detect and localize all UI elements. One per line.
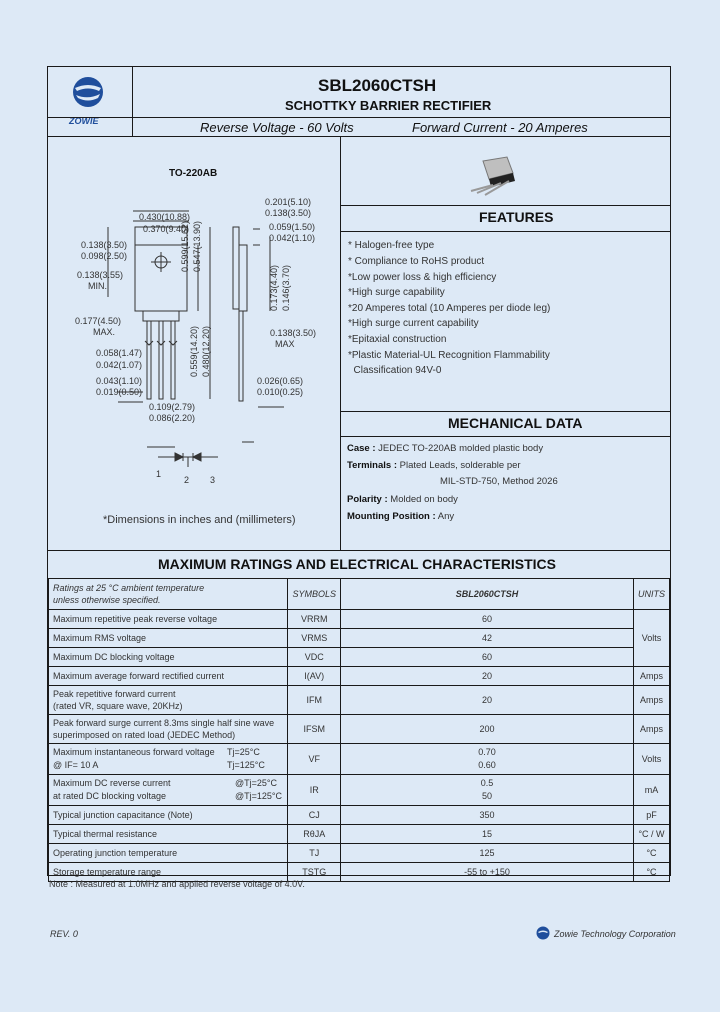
ratings-table: [48, 578, 670, 882]
mechanical-title: MECHANICAL DATA: [448, 415, 583, 431]
footer-note: Note : Measured at 1.0MHz and applied reverse voltage of 4.0V.: [49, 879, 305, 889]
package-name: TO-220AB: [169, 168, 218, 179]
table-row: Maximum instantaneous forward voltage @ IF= 10 A Tj=25°C Tj=125°C VF 0.70 0.60 Volts: [49, 744, 670, 775]
table-row: Maximum DC blocking voltage VDC 60: [49, 648, 670, 667]
table-row: Operating junction temperature TJ 125 °C: [49, 844, 670, 863]
dim-label: 0.146(3.70): [281, 264, 291, 311]
to220-component-image: [463, 155, 523, 197]
feature-item: *Low power loss & high efficiency: [348, 272, 497, 283]
dim-label: 0.042(1.10): [269, 233, 316, 243]
dim-label: 0.043(1.10): [96, 376, 143, 386]
table-row: Typical junction capacitance (Note) CJ 350 pF: [49, 806, 670, 825]
feature-item: * Halogen-free type: [348, 240, 435, 251]
dim-label: 0.086(2.20): [149, 413, 196, 423]
header-part: SBL2060CTSH: [340, 579, 633, 610]
table-row: Maximum average forward rectified current I(AV) 20 Amps: [49, 667, 670, 686]
pin-label: 2: [184, 475, 190, 485]
feature-item: *High surge capability: [348, 287, 445, 298]
subtitle: SCHOTTKY BARRIER RECTIFIER: [285, 98, 492, 113]
dim-label: MIN.: [88, 281, 107, 291]
dim-label: 0.599(15.62): [180, 220, 190, 272]
pin-label: 1: [156, 469, 162, 479]
header-symbols: SYMBOLS: [288, 579, 341, 610]
mech-terminals-std: MIL-STD-750, Method 2026: [440, 476, 558, 487]
dim-label: 0.042(1.07): [96, 360, 143, 370]
dim-label: 0.138(3.50): [265, 208, 312, 218]
table-row: Storage temperature range TSTG -55 to +150 °C: [49, 863, 670, 882]
table-row: Maximum RMS voltage VRMS 42: [49, 629, 670, 648]
dim-label: 0.177(4.50): [75, 316, 122, 326]
dim-label: 0.098(2.50): [81, 251, 128, 261]
dim-label: 0.138(3.50): [270, 328, 317, 338]
table-row: Maximum DC reverse current at rated DC blocking voltage @Tj=25°C @Tj=125°C IR 0.5 50 mA: [49, 775, 670, 806]
dim-label: 0.026(0.65): [257, 376, 304, 386]
pin-label: 3: [210, 475, 216, 485]
feature-item: *Plastic Material-UL Recognition Flammability: [348, 350, 550, 361]
mech-polarity: Polarity : Molded on body: [347, 494, 458, 505]
dim-label: 0.480(12.20): [201, 325, 211, 377]
mech-mounting: Mounting Position : Any: [347, 511, 455, 522]
dims-note: *Dimensions in inches and (millimeters): [103, 514, 296, 526]
dim-label: MAX: [275, 339, 295, 349]
dim-label: MAX.: [93, 327, 116, 337]
dim-label: 0.058(1.47): [96, 348, 143, 358]
dim-label: 0.138(3.50): [81, 240, 128, 250]
mech-terminals: Terminals : Plated Leads, solderable per: [347, 460, 521, 471]
dim-label: 0.109(2.79): [149, 402, 196, 412]
diode-schematic-icon: [153, 451, 223, 473]
dim-label: 0.370(9.40): [143, 224, 190, 234]
revision: REV. 0: [50, 929, 78, 939]
company-logo-icon: [536, 926, 550, 940]
dim-label: 0.201(5.10): [265, 197, 312, 207]
table-row: Peak forward surge current 8.3ms single half sine wave superimposed on rated load (JEDEC Method) IFSM 200 Amps: [49, 715, 670, 744]
dim-label: 0.547(13.90): [192, 220, 202, 272]
table-row: Typical thermal resistance RθJA 15 °C / W: [49, 825, 670, 844]
company-name: Zowie Technology Corporation: [554, 929, 676, 939]
dim-label: 0.059(1.50): [269, 222, 316, 232]
part-number: SBL2060CTSH: [318, 76, 437, 95]
feature-item: *Epitaxial construction: [348, 334, 447, 345]
feature-item: *20 Amperes total (10 Amperes per diode leg): [348, 303, 551, 314]
features-title: FEATURES: [479, 209, 554, 225]
feature-item: *High surge current capability: [348, 318, 479, 329]
forward-current: Forward Current - 20 Amperes: [412, 120, 588, 135]
dim-label: 0.559(14.20): [189, 325, 199, 377]
datasheet-frame: [47, 66, 671, 876]
dim-label: 0.019(0.50): [96, 387, 143, 397]
table-row: Maximum repetitive peak reverse voltage VRRM 60 Volts: [49, 610, 670, 629]
mech-case: Case : JEDEC TO-220AB molded plastic body: [347, 443, 544, 454]
feature-item: * Compliance to RoHS product: [348, 256, 485, 267]
dim-label: 0.010(0.25): [257, 387, 304, 397]
ratings-title: MAXIMUM RATINGS AND ELECTRICAL CHARACTERISTICS: [158, 556, 556, 572]
dim-label: 0.173(4.40): [269, 264, 279, 311]
dim-label: 0.430(10.88): [139, 212, 191, 222]
header-units: UNITS: [633, 579, 669, 610]
logo-text: ZOWIE: [69, 116, 99, 126]
reverse-voltage: Reverse Voltage - 60 Volts: [200, 120, 354, 135]
ratings-note: Ratings at 25 °C ambient temperature unless otherwise specified.: [49, 579, 288, 610]
dim-label: 0.138(3.55): [77, 270, 124, 280]
feature-item: Classification 94V-0: [348, 365, 442, 376]
table-row: Peak repetitive forward current (rated VR, square wave, 20KHz) IFM 20 Amps: [49, 686, 670, 715]
